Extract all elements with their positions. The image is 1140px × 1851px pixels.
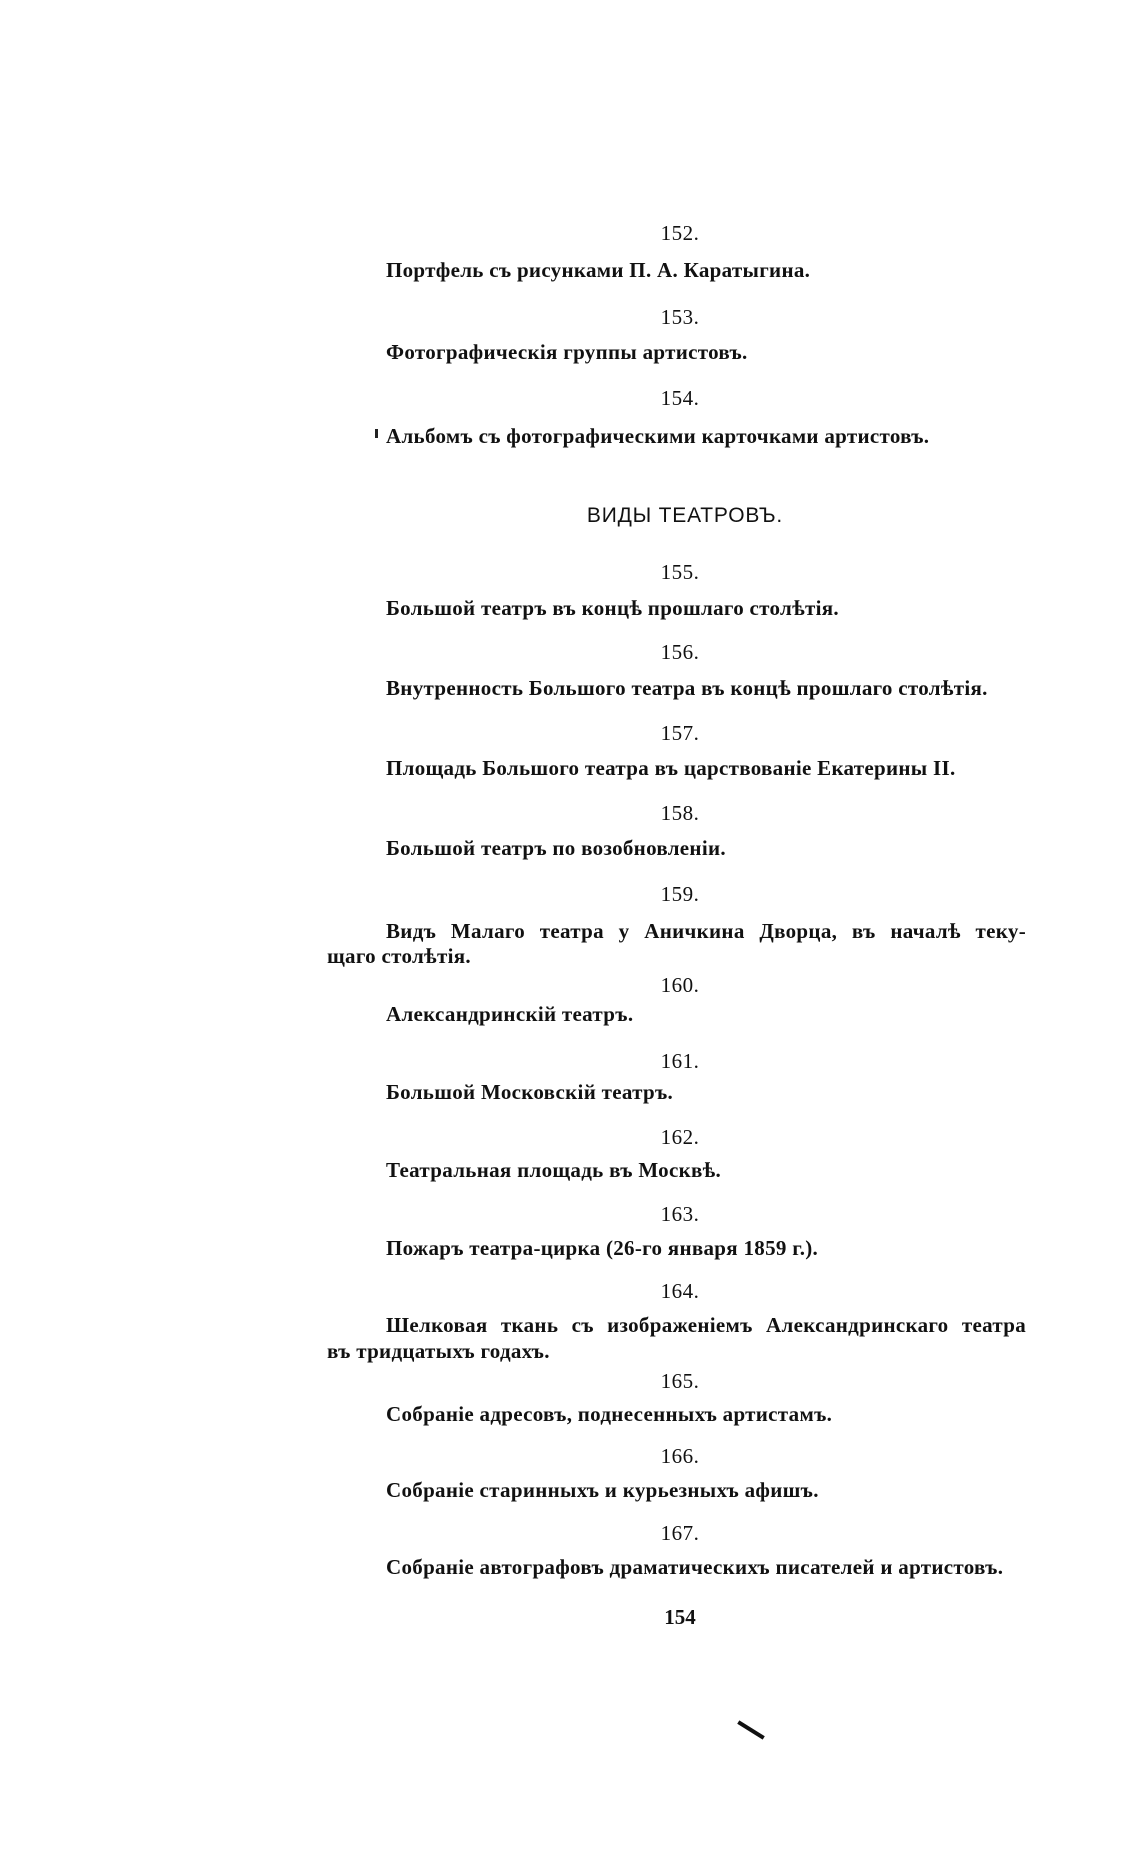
entry-number: 160. [660, 973, 700, 997]
entry-number: 164. [660, 1279, 700, 1303]
entry-text: Большой театръ въ концѣ прошлаго столѣтія. [386, 596, 839, 620]
entry-number: 154. [660, 386, 700, 410]
entry-text: Театральная площадь въ Москвѣ. [386, 1158, 722, 1182]
entry-text: Собраніе автографовъ драматическихъ писателей и артистовъ. [386, 1555, 1004, 1579]
entry-number: 159. [660, 882, 700, 906]
scan-mark [737, 1720, 765, 1739]
entry-number: 152. [660, 221, 700, 245]
entry-text: Александринскій театръ. [386, 1002, 634, 1026]
entry-text: Фотографическія группы артистовъ. [386, 340, 748, 364]
entry-number: 158. [660, 801, 700, 825]
entry-text: Внутренность Большого театра въ концѣ прошлаго столѣтія. [386, 676, 988, 700]
entry-number: 155. [660, 560, 700, 584]
entry-text-line2: щаго столѣтія. [327, 944, 471, 968]
entry-text: Большой Московскій театръ. [386, 1080, 674, 1104]
entry-text: Пожаръ театра-цирка (26-го января 1859 г.). [386, 1236, 819, 1260]
entry-text-line1: Шелковая ткань съ изображеніемъ Александринскаго театра [386, 1313, 1026, 1337]
entry-text: Большой театръ по возобновленіи. [386, 836, 726, 860]
entry-text-line1: Видъ Малаго театра у Аничкина Дворца, въ началѣ теку- [386, 919, 1026, 943]
entry-number: 153. [660, 305, 700, 329]
stray-mark [375, 429, 378, 438]
page-number: 154 [664, 1605, 696, 1629]
entry-number: 163. [660, 1202, 700, 1226]
section-heading: ВИДЫ ТЕАТРОВЪ. [586, 504, 784, 527]
entry-text: Собраніе старинныхъ и курьезныхъ афишъ. [386, 1478, 819, 1502]
entry-number: 157. [660, 721, 700, 745]
entry-text: Собраніе адресовъ, поднесенныхъ артистамъ. [386, 1402, 833, 1426]
entry-number: 166. [660, 1444, 700, 1468]
entry-number: 161. [660, 1049, 700, 1073]
entry-text: Площадь Большого театра въ царствованіе Екатерины II. [386, 756, 956, 780]
entry-number: 167. [660, 1521, 700, 1545]
entry-text: Альбомъ съ фотографическими карточками артистовъ. [386, 424, 930, 448]
entry-number: 165. [660, 1369, 700, 1393]
entry-number: 156. [660, 640, 700, 664]
entry-number: 162. [660, 1125, 700, 1149]
entry-text: Портфель съ рисунками П. А. Каратыгина. [386, 258, 811, 282]
entry-text-line2: въ тридцатыхъ годахъ. [327, 1339, 550, 1363]
